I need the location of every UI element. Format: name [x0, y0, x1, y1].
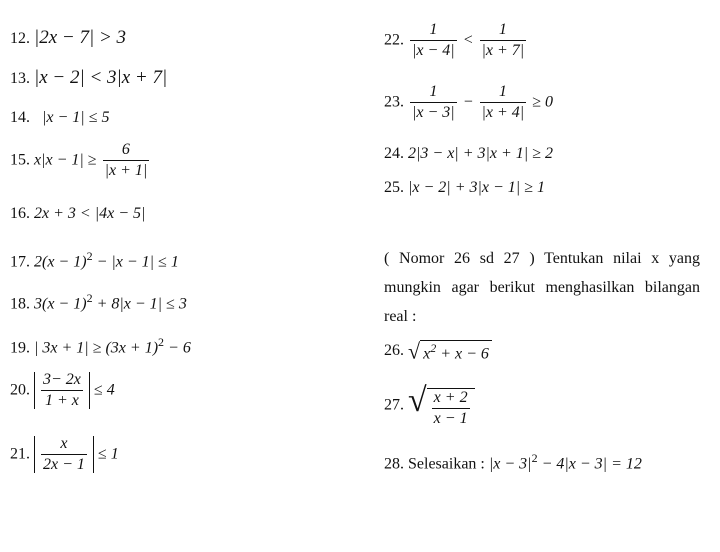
problem-28	[384, 452, 642, 472]
problem-number: 15.	[10, 151, 30, 169]
numerator: x	[60, 435, 68, 452]
numerator: 1	[498, 83, 507, 100]
inequality-lhs: x|x − 1| ≥	[34, 151, 97, 169]
exponent: 2	[430, 341, 437, 355]
problem-number: 14.	[10, 109, 30, 126]
exponent: 2	[531, 451, 538, 465]
inequality-part-b: + 8|x − 1| ≤ 3	[96, 295, 187, 313]
problem-20	[10, 372, 115, 409]
inequality-part-b: − 6	[168, 339, 191, 357]
square-root	[408, 384, 475, 427]
fraction	[432, 390, 470, 427]
problem-number: 18.	[10, 295, 30, 313]
equation-part-b: − 4|x − 3| = 12	[541, 455, 642, 473]
inequality-part-b: − |x − 1| ≤ 1	[96, 253, 179, 271]
problem-number: 20.	[10, 381, 30, 399]
problem-27	[384, 384, 475, 427]
inequality: |x − 2| + 3|x − 1| ≥ 1	[408, 179, 545, 196]
numerator: x + 2	[433, 388, 468, 406]
problem-number: 12.	[10, 30, 30, 47]
inequality-part-a: | 3x + 1| ≥ (3x + 1)	[34, 339, 159, 357]
problem-26	[384, 340, 492, 362]
problem-21	[10, 436, 119, 473]
problem-23	[384, 84, 553, 121]
denominator: 2x − 1	[43, 456, 85, 473]
fraction-left	[410, 22, 457, 59]
problem-number: 16.	[10, 205, 30, 222]
problem-number: 24.	[384, 145, 404, 162]
denominator: 1 + x	[41, 390, 83, 409]
problem-number: 17.	[10, 253, 30, 271]
problem-number: 21.	[10, 445, 30, 463]
problem-number: 26.	[384, 342, 404, 360]
equation-part-a: |x − 3|	[488, 455, 532, 473]
problem-number: 28.	[384, 455, 404, 473]
problem-12	[10, 28, 126, 47]
denominator: x − 1	[433, 409, 468, 427]
inequality-rhs: ≥ 0	[532, 93, 553, 111]
radical-sign: √	[408, 338, 421, 364]
fraction	[103, 142, 150, 179]
radicand-part-a: x	[423, 345, 431, 363]
fraction	[41, 436, 87, 473]
absolute-value	[34, 436, 94, 473]
problem-25	[384, 180, 545, 196]
inequality: 2|3 − x| + 3|x + 1| ≥ 2	[408, 145, 553, 162]
inequality-part-a: 3(x − 1)	[34, 295, 87, 313]
radicand-part-b: + x − 6	[440, 345, 489, 363]
exponent: 2	[86, 291, 93, 305]
operator: <	[462, 31, 474, 49]
numerator: 6	[121, 141, 130, 158]
numerator: 1	[429, 83, 438, 100]
inequality: |2x − 7| > 3	[34, 27, 127, 48]
inequality-rhs: ≤ 4	[93, 381, 115, 399]
problem-label: Selesaikan :	[408, 455, 485, 473]
problem-22	[384, 22, 528, 59]
radical-sign: √	[408, 382, 427, 419]
denominator: |x − 3|	[412, 104, 455, 121]
problem-number: 27.	[384, 396, 404, 414]
square-root	[408, 340, 492, 362]
problem-number: 19.	[10, 339, 30, 357]
operator: −	[462, 93, 474, 111]
problem-24	[384, 146, 553, 162]
numerator: 1	[498, 21, 507, 38]
problem-18	[10, 292, 187, 312]
inequality: |x − 2| < 3|x + 7|	[34, 67, 168, 88]
denominator: |x + 4|	[481, 104, 525, 121]
problem-13	[10, 68, 167, 87]
denominator: |x + 7|	[481, 42, 525, 59]
fraction	[41, 372, 83, 409]
inequality-rhs: ≤ 1	[97, 445, 119, 463]
fraction-left	[410, 84, 457, 121]
exponent: 2	[158, 335, 165, 349]
problem-14	[10, 110, 109, 126]
numerator: 1	[429, 21, 438, 38]
numerator: 3− 2x	[43, 371, 81, 388]
problem-number: 13.	[10, 70, 30, 87]
instruction-text: ( Nomor 26 sd 27 ) Tentukan nilai x yang mungkin agar berikut menghasilkan bilangan real :	[384, 250, 700, 325]
problem-19	[10, 336, 191, 356]
problem-number: 25.	[384, 179, 404, 196]
fraction-right	[480, 84, 527, 121]
problem-17	[10, 250, 179, 270]
inequality: |x − 1| ≤ 5	[42, 109, 110, 126]
inequality-part-a: 2(x − 1)	[34, 253, 87, 271]
denominator: |x − 4|	[412, 42, 455, 59]
exponent: 2	[86, 249, 93, 263]
problem-number: 23.	[384, 93, 404, 111]
absolute-value	[34, 372, 90, 409]
inequality: 2x + 3 < |4x − 5|	[34, 205, 146, 222]
denominator: |x + 1|	[104, 162, 148, 179]
problem-number: 22.	[384, 31, 404, 49]
fraction-right	[480, 22, 527, 59]
problem-15	[10, 142, 151, 179]
problem-16	[10, 206, 145, 222]
